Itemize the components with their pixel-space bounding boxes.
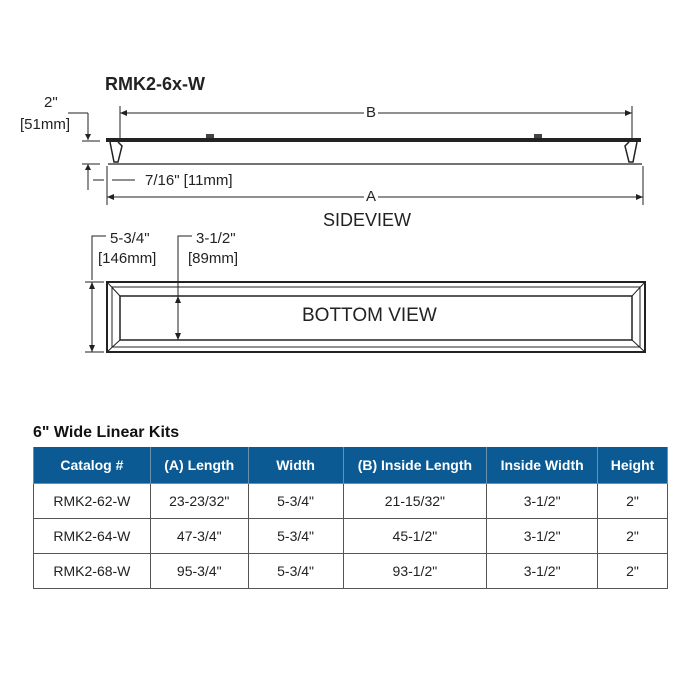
inside-width-inches-label: 3-1/2" [196,230,236,247]
inside-width-mm-label: [89mm] [188,250,239,267]
height-mm-label: [51mm] [20,116,71,133]
cell-inside-width: 3-1/2" [487,554,598,589]
table-row [34,519,668,554]
cell-catalog: RMK2-68-W [34,554,151,589]
height-inches-label: 2" [44,94,58,111]
cell-height: 2" [598,519,668,554]
cell-width: 5-3/4" [248,484,343,519]
header-catalog: Catalog # [34,447,151,484]
cell-width: 5-3/4" [248,554,343,589]
cell-height: 2" [598,554,668,589]
cell-length: 95-3/4" [150,554,248,589]
cell-inside-length: 21-15/32" [343,484,487,519]
width-mm-label: [146mm] [98,250,157,267]
header-width: Width [248,447,343,484]
cell-inside-width: 3-1/2" [487,519,598,554]
header-inside-length: (B) Inside Length [343,447,487,484]
header-height: Height [598,447,668,484]
table-row [34,554,668,589]
drawing-title: RMK2-6x-W [105,74,206,94]
sideview-label: SIDEVIEW [323,210,412,230]
cell-inside-length: 45-1/2" [343,519,487,554]
table-row [34,484,668,519]
cell-catalog: RMK2-64-W [34,519,151,554]
dimension-b-label: B [366,104,377,121]
cell-height: 2" [598,484,668,519]
width-inches-label: 5-3/4" [110,230,150,247]
header-length: (A) Length [150,447,248,484]
table-title: 6" Wide Linear Kits [33,424,180,441]
cell-width: 5-3/4" [248,519,343,554]
dimension-a-label: A [366,188,377,205]
cell-catalog: RMK2-62-W [34,484,151,519]
cell-length: 23-23/32" [150,484,248,519]
table-header-row [34,447,668,484]
header-inside-width: Inside Width [487,447,598,484]
bottom-view-label: BOTTOM VIEW [302,305,437,326]
cell-inside-width: 3-1/2" [487,484,598,519]
kits-table [33,447,668,589]
cell-inside-length: 93-1/2" [343,554,487,589]
flange-dimension-label: 7/16" [11mm] [145,172,233,189]
cell-length: 47-3/4" [150,519,248,554]
